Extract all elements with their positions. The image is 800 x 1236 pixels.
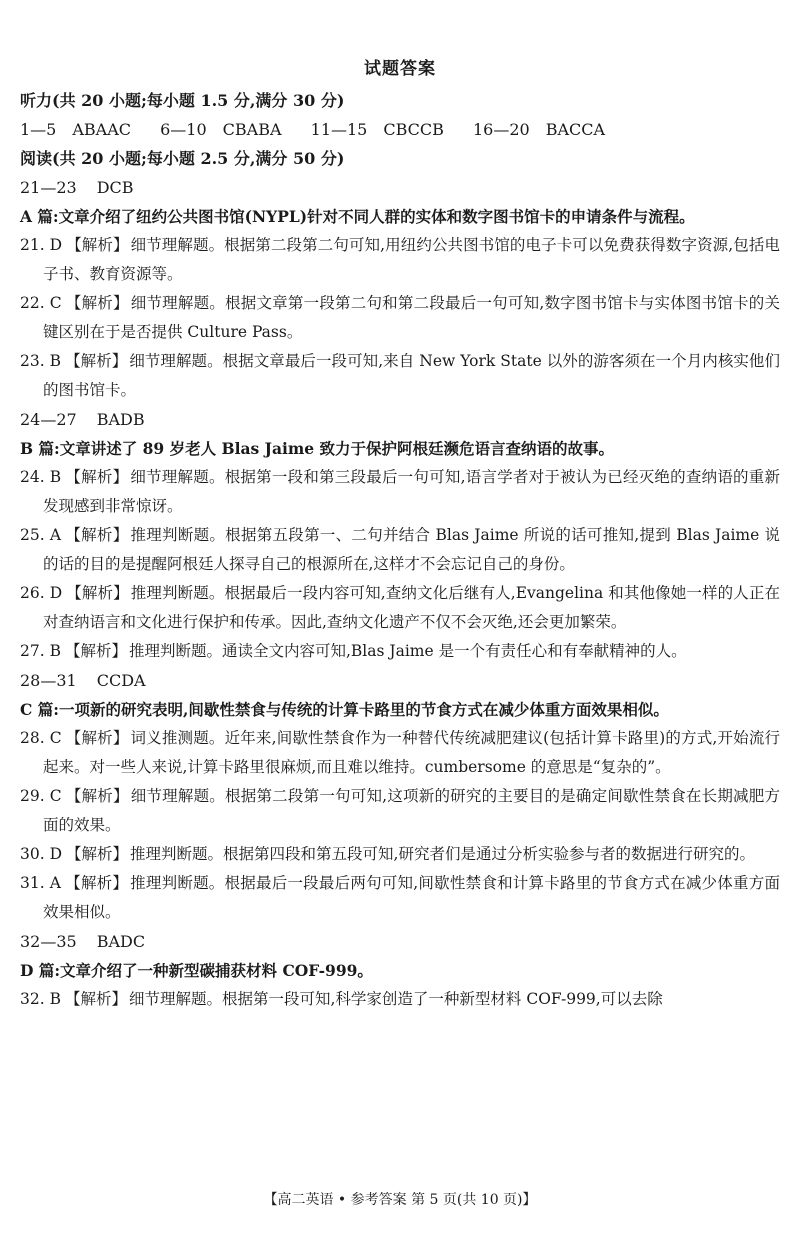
answer-item: 30. D 【解析】 推理判断题。根据第四段和第五段可知,研究者们是通过分析实验参与者的数据进行研究的。 [20,845,755,863]
passage-c-keys: 28—31 CCDA [20,671,146,690]
answer-item: 21. D 【解析】 细节理解题。根据第二段第二句可知,用纽约公共图书馆的电子卡可以免费获得数字资源,包括电子书、教育资源等。 [20,236,780,283]
listening-heading: 听力(共 20 小题;每小题 1.5 分,满分 30 分) [20,91,345,110]
passage-c-summary: C 篇:一项新的研究表明,间歇性禁食与传统的计算卡路里的节食方式在减少体重方面效果相似。 [20,700,669,719]
key-group: 1—5 ABAAC [20,120,132,139]
answer-item: 31. A 【解析】 推理判断题。根据最后一段最后两句可知,间歇性禁食和计算卡路里的节食方式在减少体重方面效果相似。 [20,874,780,921]
key-group: 11—15 CBCCB [310,120,444,139]
answer-item: 26. D 【解析】 推理判断题。根据最后一段内容可知,查纳文化后继有人,Evangelina 和其他像她一样的人正在对查纳语言和文化进行保护和传承。因此,查纳文化遗产不仅不会灭绝,还会更加繁荣。 [20,584,780,631]
answer-item: 28. C 【解析】 词义推测题。近年来,间歇性禁食作为一种替代传统减肥建议(包括计算卡路里)的方式,开始流行起来。对一些人来说,计算卡路里很麻烦,而且难以维持。cumbersome 的意思是“复杂的”。 [20,729,781,776]
passage-a-summary: A 篇:文章介绍了纽约公共图书馆(NYPL)针对不同人群的实体和数字图书馆卡的申请条件与流程。 [20,207,695,226]
listening-answer-keys [20,115,780,144]
answer-item: 32. B 【解析】 细节理解题。根据第一段可知,科学家创造了一种新型材料 COF-999,可以去除 [20,990,663,1008]
answer-item: 29. C 【解析】 细节理解题。根据第二段第一句可知,这项新的研究的主要目的是确定间歇性禁食在长期减肥方面的效果。 [20,787,780,834]
page-title: 试题答案 [364,59,436,79]
page-footer: 【高二英语 • 参考答案 第 5 页(共 10 页)】 [263,1192,537,1208]
passage-b-keys: 24—27 BADB [20,410,145,429]
answer-item: 23. B 【解析】 细节理解题。根据文章最后一段可知,来自 New York State 以外的游客须在一个月内核实他们的图书馆卡。 [20,352,780,399]
key-group: 6—10 CBABA [160,120,282,139]
answer-item: 27. B 【解析】 推理判断题。通读全文内容可知,Blas Jaime 是一个有责任心和有奉献精神的人。 [20,642,687,660]
passage-b-summary: B 篇:文章讲述了 89 岁老人 Blas Jaime 致力于保护阿根廷濒危语言查纳语的故事。 [20,439,615,458]
answer-item: 25. A 【解析】 推理判断题。根据第五段第一、二句并结合 Blas Jaime 所说的话可推知,提到 Blas Jaime 说的话的目的是提醒阿根廷人探寻自己的根源所在,这样才不会忘记自己的身份。 [20,526,780,573]
reading-heading: 阅读(共 20 小题;每小题 2.5 分,满分 50 分) [20,149,345,168]
passage-a-keys: 21—23 DCB [20,178,134,197]
answer-page [20,56,780,1014]
key-group: 16—20 BACCA [473,120,606,139]
answer-item: 22. C 【解析】 细节理解题。根据文章第一段第二句和第二段最后一句可知,数字图书馆卡与实体图书馆卡的关键区别在于是否提供 Culture Pass。 [20,294,780,341]
answer-item: 24. B 【解析】 细节理解题。根据第一段和第三段最后一句可知,语言学者对于被认为已经灭绝的查纳语的重新发现感到非常惊讶。 [20,468,781,515]
passage-d-keys: 32—35 BADC [20,932,146,951]
passage-d-summary: D 篇:文章介绍了一种新型碳捕获材料 COF-999。 [20,961,373,980]
